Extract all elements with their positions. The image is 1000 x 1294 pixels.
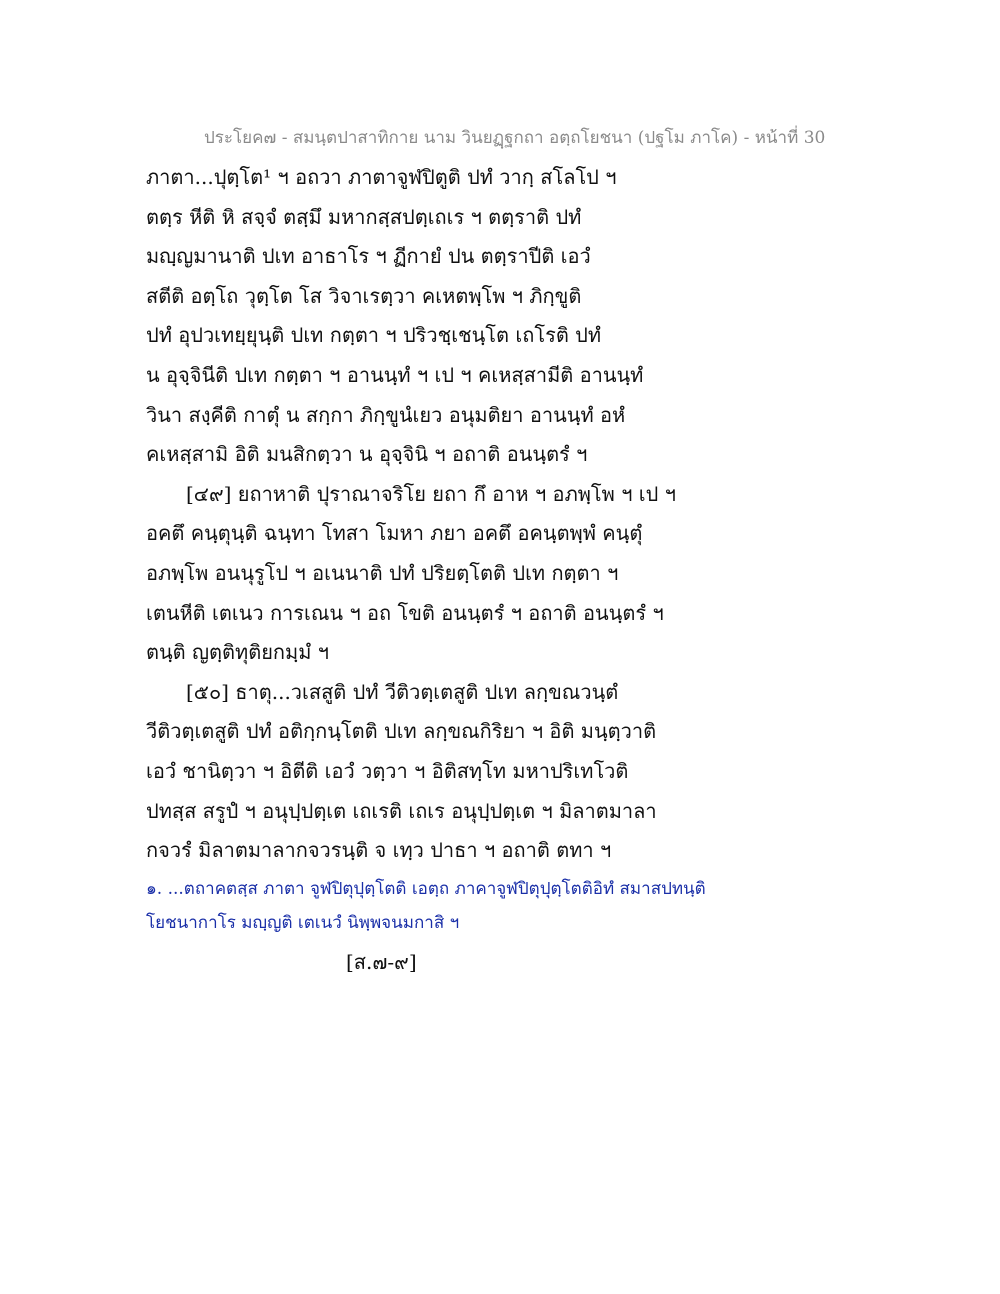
main-text xyxy=(146,158,866,871)
text-line: คเหสฺสามิ อิติ มนสิกตฺวา น อุจฺจินิ ฯ อถาติ อนนฺตรํ ฯ xyxy=(146,442,588,467)
text-line: ตนฺติ ญตฺติทุติยกมฺมํ ฯ xyxy=(146,640,329,665)
text-line: วินา สงฺคีติ กาตุํ น สกฺกา ภิกฺขูนํเยว อนุมติยา อานนฺทํ อหํ xyxy=(146,402,626,427)
text-line: ภาตา...ปุตฺโต¹ ฯ อถวา ภาตาจูฬปิตูติ ปทํ วากฺ สโลโป ฯ xyxy=(146,165,617,189)
text-line: น อุจฺจินีติ ปเท กตฺตา ฯ อานนฺทํ ฯ เป ฯ คเหสฺสามีติ อานนฺทํ xyxy=(146,362,644,387)
page-reference: [ส.๗-๙] xyxy=(346,950,417,974)
paragraph-50-start: [๕๐] ธาตุ...วเสสูติ ปทํ วีติวตฺเตสูติ ปเท ลกฺขณวนฺตํ xyxy=(186,679,619,704)
text-line: ตตฺร หีติ หิ สจฺจํ ตสฺมึ มหากสฺสปตฺเถเร ฯ ตตฺราติ ปทํ xyxy=(146,204,582,229)
text-line: สตีติ อตฺโถ วุตฺโต โส วิจาเรตฺวา คเหตพฺโพ ฯ ภิกฺขูติ xyxy=(146,283,582,308)
text-line: กจวรํ มิลาตมาลากจวรนฺติ จ เทฺว ปาธา ฯ อถาติ ตทา ฯ xyxy=(146,838,612,863)
text-line: มญฺญมานาติ ปเท อาธาโร ฯ ฏีกายํ ปน ตตฺราปีติ เอวํ xyxy=(146,244,591,269)
text-line: ปทํ อุปวเทยฺยุนฺติ ปเท กตฺตา ฯ ปริวชฺเชนฺโต เถโรติ ปทํ xyxy=(146,323,602,348)
footnote-line: โยชนากาโร มญฺญติ เตเนวํ นิพฺพจนมกาสิ ฯ xyxy=(146,913,460,933)
text-line: ปทสฺส สรูปํ ฯ อนุปฺปตฺเต เถเรติ เถเร อนุปฺปตฺเต ฯ มิลาตมาลา xyxy=(146,798,657,823)
text-line: อคตึ คนฺตุนฺติ ฉนฺทา โทสา โมหา ภยา อคตึ อคนฺตพฺพํ คนฺตุํ xyxy=(146,521,643,546)
footnotes xyxy=(146,872,866,940)
running-header: ประโยค๗ - สมนฺตปาสาทิกาย นาม วินยฏฺฐกถา อตฺถโยชนา (ปฐโม ภาโค) - หน้าที่ 30 xyxy=(204,128,826,148)
text-line: เอวํ ชานิตฺวา ฯ อิตีติ เอวํ วตฺวา ฯ อิติสทฺโท มหาปริเทโวติ xyxy=(146,758,629,783)
text-line: เตนหีติ เตเนว การเณน ฯ อถ โขติ อนนฺตรํ ฯ อถาติ อนนฺตรํ ฯ xyxy=(146,600,664,625)
text-line: อภพฺโพ อนนุรูโป ฯ อเนนาติ ปทํ ปริยตฺโตติ ปเท กตฺตา ฯ xyxy=(146,560,619,585)
paragraph-49-start: [๔๙] ยถาหาติ ปุราณาจริโย ยถา กึ อาห ฯ อภพฺโพ ฯ เป ฯ xyxy=(186,481,676,506)
footnote-line: ๑. ...ตถาคตสฺส ภาตา จูฬปิตุปุตฺโตติ เอตฺถ ภาคาจูฬปิตุปุตฺโตติอิทํ สมาสปทนฺติ xyxy=(146,879,706,899)
text-line: วีติวตฺเตสูติ ปทํ อติกฺกนฺโตติ ปเท ลกฺขณกิริยา ฯ อิติ มนฺตฺวาติ xyxy=(146,719,657,744)
